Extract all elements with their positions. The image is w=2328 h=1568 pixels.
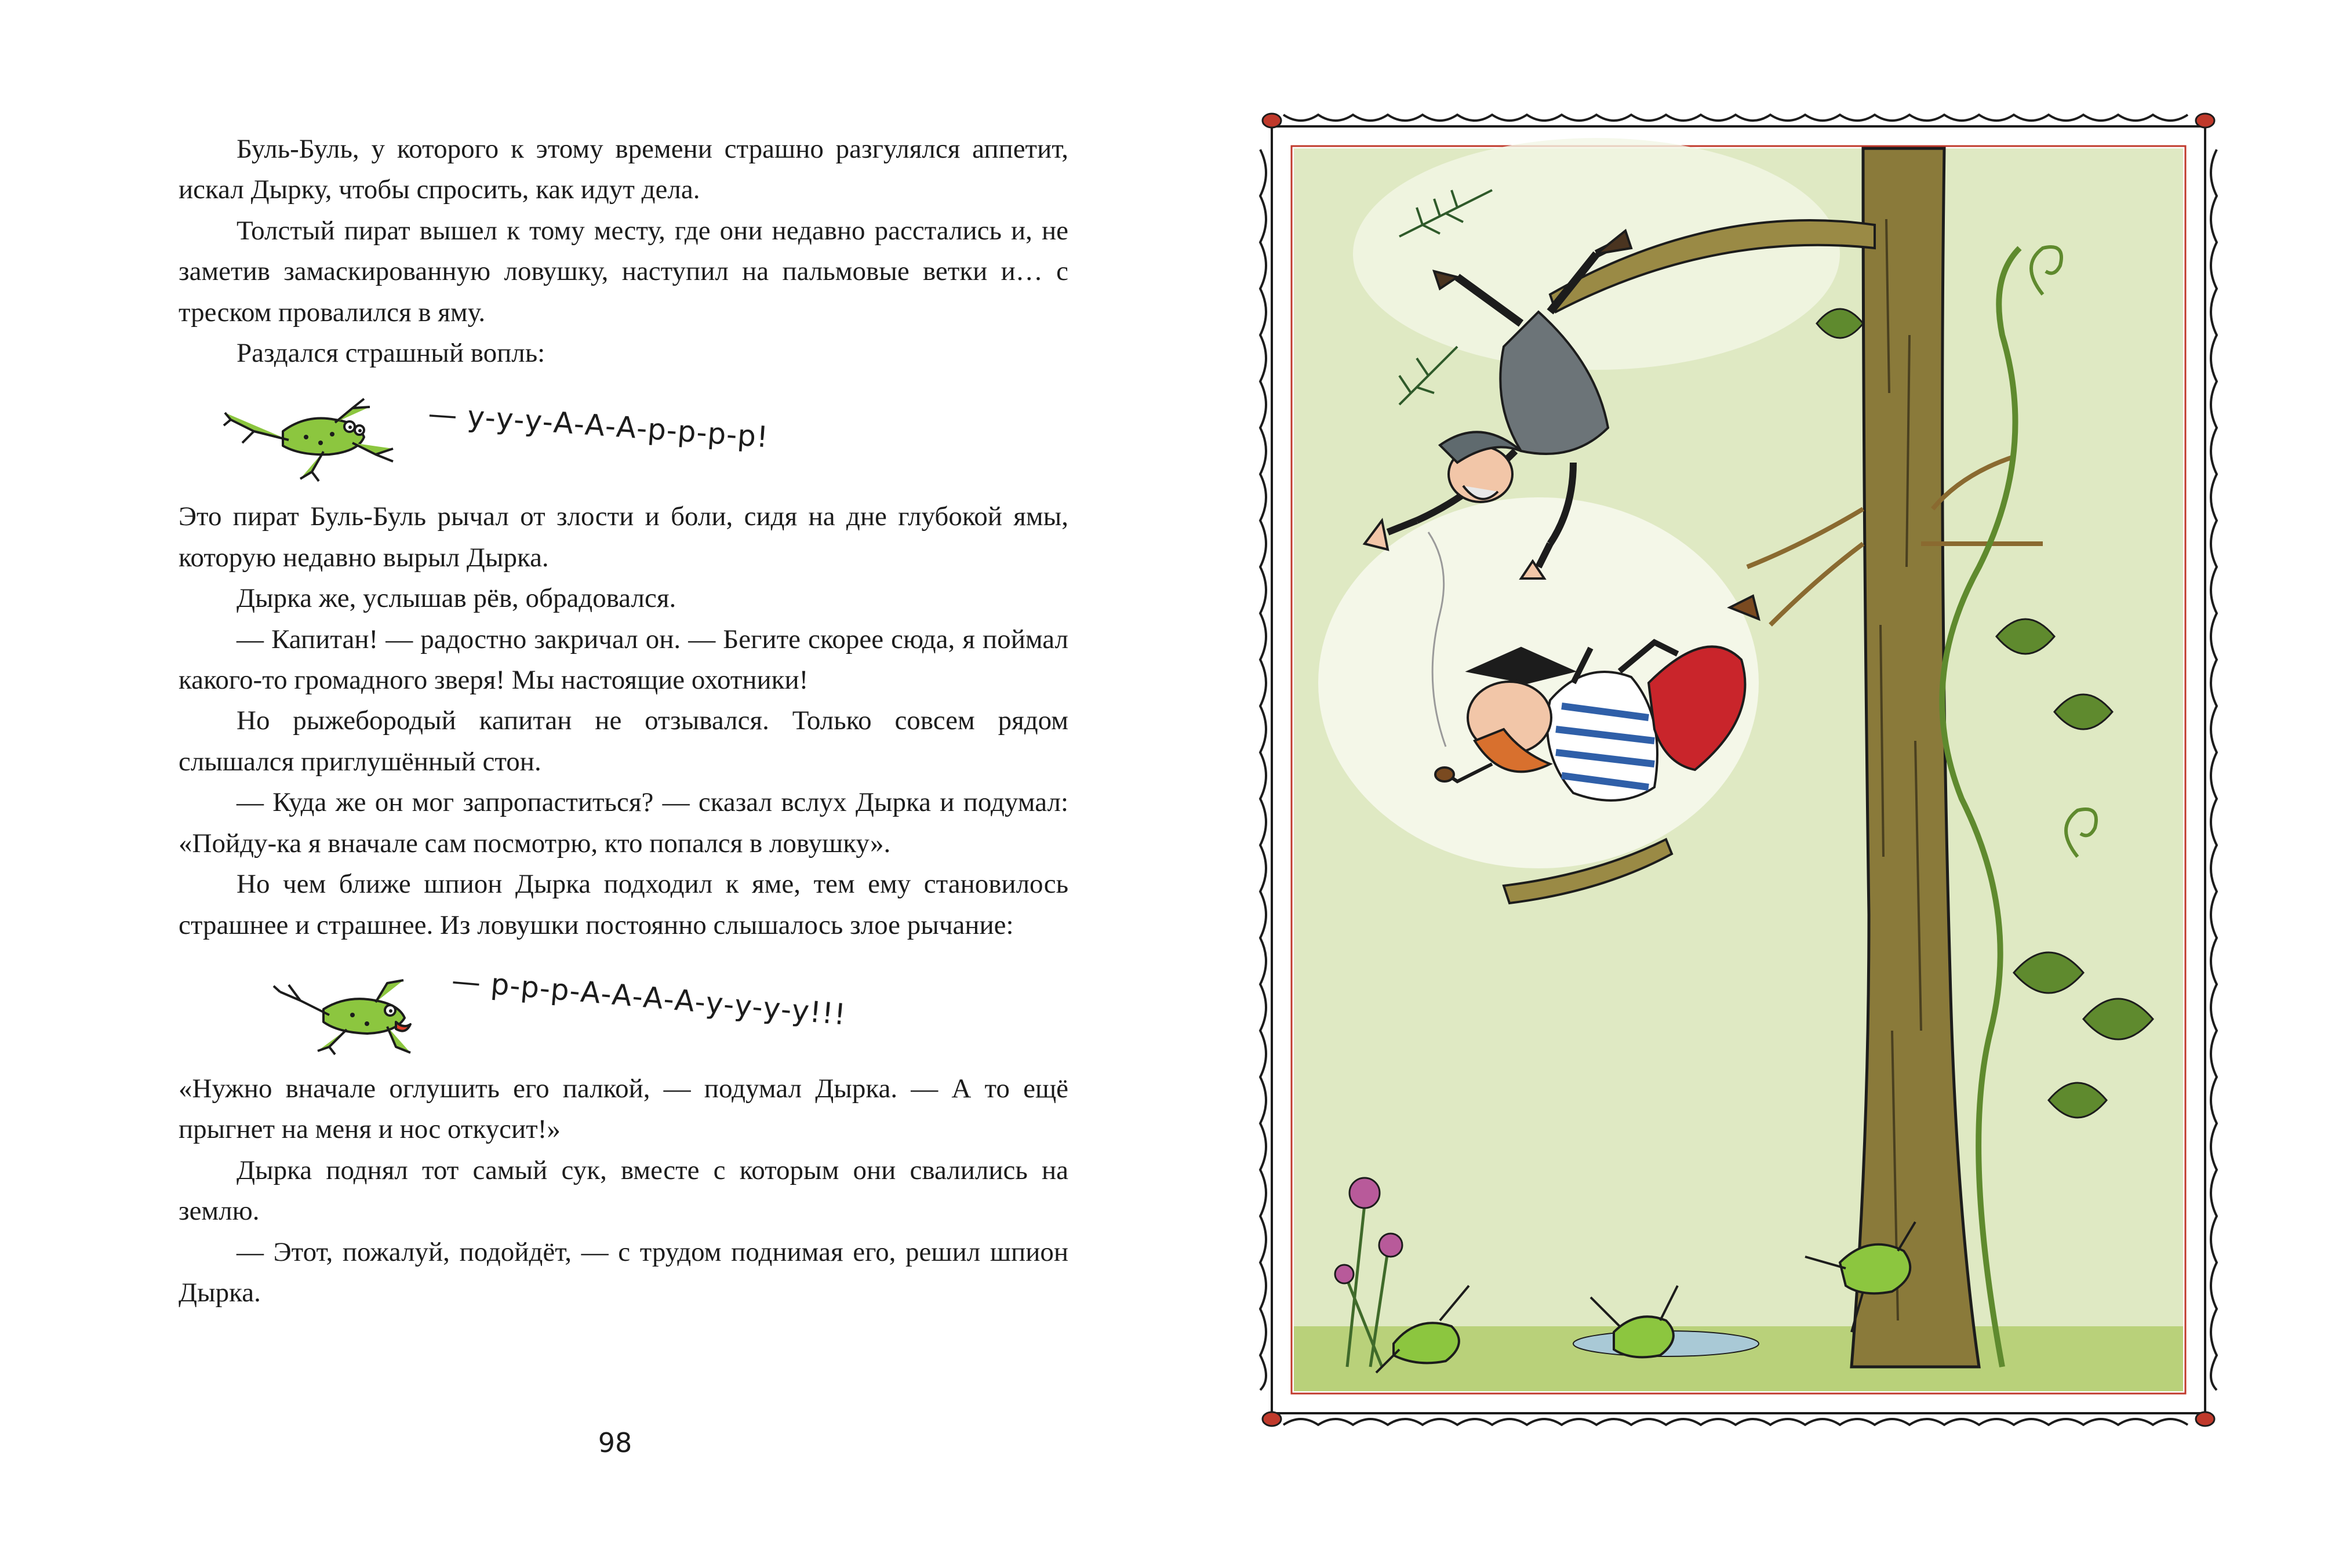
paragraph: Дырка поднял тот самый сук, вместе с которым они свалились на землю. <box>179 1155 1068 1227</box>
paragraph: Раздался страшный вопль: <box>237 338 545 369</box>
paragraph: Но чем ближе шпион Дырка подходил к яме, тем ему становилось страшнее и страшнее. Из ловушки постоянно слышалось злое рычание: <box>179 869 1068 940</box>
paragraph: — Капитан! — радостно закричал он. — Бегите скорее сюда, я поймал какого-то громадного зверя! Мы настоящие охотники! <box>179 624 1068 696</box>
illustration <box>1249 103 2228 1436</box>
page-number: 98 <box>598 1427 632 1458</box>
right-page <box>1164 0 2328 1568</box>
paragraph: Буль-Буль, у которого к этому времени страшно разгулялся аппетит, искал Дырку, чтобы спросить, как идут дела. <box>179 134 1068 205</box>
story-text <box>179 129 1068 1313</box>
paragraph: Это пират Буль-Буль рычал от злости и боли, сидя на дне глубокой ямы, которую недавно вырыл Дырка. <box>179 501 1068 573</box>
frog-drawing-1 <box>219 396 410 483</box>
sound-effect-2 <box>179 945 1068 1068</box>
paragraph: — Куда же он мог запропаститься? — сказал вслух Дырка и подумал: «Пойду-ка я вначале сам посмотрю, кто попался в ловушку». <box>179 787 1068 858</box>
paragraph: «Нужно вначале оглушить его палкой, — подумал Дырка. — А то ещё прыгнет на меня и нос откусит!» <box>179 1073 1068 1145</box>
sound-text-2: — р-р-р-А-А-А-А-у-у-у-у!!! <box>450 963 848 1032</box>
paragraph: Но рыжебородый капитан не отзывался. Только совсем рядом слышался приглушённый стон. <box>179 705 1068 777</box>
paragraph: — Этот, пожалуй, подойдёт, — с трудом поднимая его, решил шпион Дырка. <box>179 1236 1068 1308</box>
sound-text-1: — у-у-у-А-А-А-р-р-р-р! <box>427 396 770 454</box>
sound-effect-1 <box>179 373 1068 496</box>
paragraph: Дырка же, услышав рёв, обрадовался. <box>237 583 676 614</box>
paragraph: Толстый пират вышел к тому месту, где они недавно расстались и, не заметив замаскированную ловушку, наступил на пальмовые ветки и… с треском провалился в яму. <box>179 215 1068 328</box>
frog-drawing-2 <box>271 969 439 1056</box>
